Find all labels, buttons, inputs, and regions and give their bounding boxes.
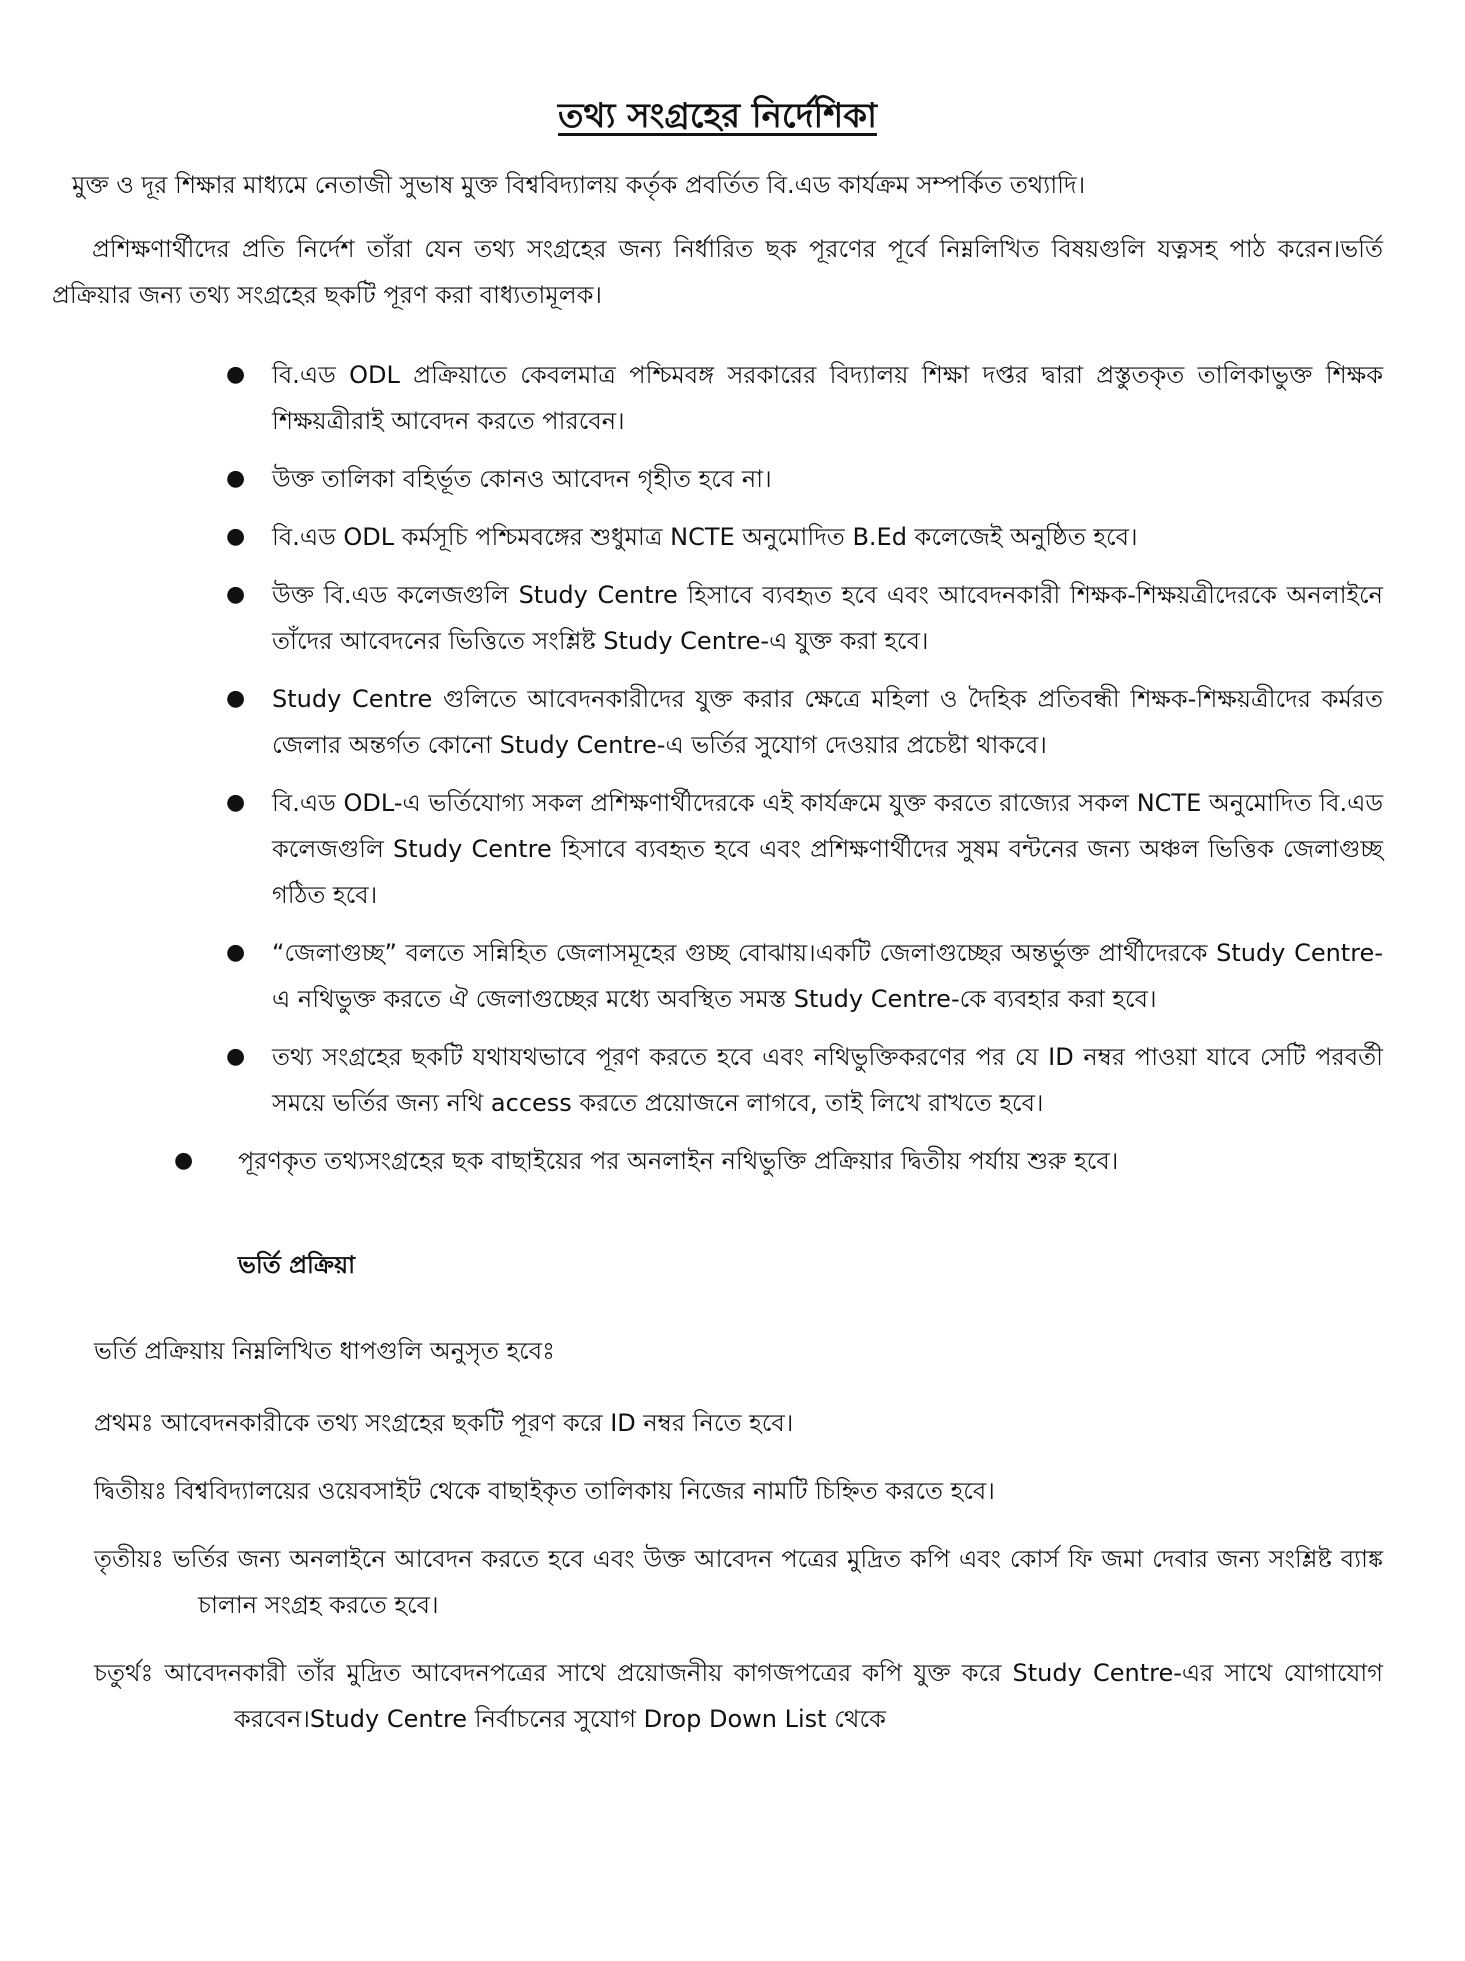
- bullet-icon: ●: [226, 524, 246, 549]
- guideline-list: [52, 352, 1383, 1184]
- bullet-icon: ●: [226, 686, 246, 711]
- intro-paragraph: মুক্ত ও দূর শিক্ষার মাধ্যমে নেতাজী সুভাষ মুক্ত বিশ্ববিদ্যালয় কর্তৃক প্রবর্তিত বি.এড কার্যক্রম সম্পর্কিত তথ্যাদি।: [72, 171, 1086, 199]
- list-item-text: পূরণকৃত তথ্যসংগ্রহের ছক বাছাইয়ের পর অনলাইন নথিভুক্তি প্রক্রিয়ার দ্বিতীয় পর্যায় শুরু হবে।: [238, 1147, 1119, 1175]
- list-item: [52, 514, 1383, 560]
- bullet-icon: ●: [226, 790, 246, 815]
- list-item: [52, 572, 1383, 664]
- step-fourth: চতুর্থঃ আবেদনকারী তাঁর মুদ্রিত আবেদনপত্রের সাথে প্রয়োজনীয় কাগজপত্রের কপি যুক্ত করে Study Centre-এর সাথে যোগাযোগ করবেন।Study Centre নির্বাচনের সুযোগ Drop Down List থেকে: [94, 1659, 1383, 1733]
- list-item-text: “জেলাগুচ্ছ” বলতে সন্নিহিত জেলাসমূহের গুচ্ছ বোঝায়।একটি জেলাগুচ্ছের অন্তর্ভুক্ত প্রার্থীদেরকে Study Centre-এ নথিভুক্ত করতে ঐ জেলাগুচ্ছের মধ্যে অবস্থিত সমস্ত Study Centre-কে ব্যবহার করা হবে।: [272, 939, 1383, 1013]
- admission-heading: ভর্তি প্রক্রিয়া: [238, 1251, 356, 1279]
- document-title: তথ্য সংগ্রহের নির্দেশিকা: [558, 96, 877, 136]
- list-item: [52, 352, 1383, 444]
- list-item: [52, 780, 1383, 918]
- step-first: প্রথমঃ আবেদনকারীকে তথ্য সংগ্রহের ছকটি পূরণ করে ID নম্বর নিতে হবে।: [94, 1409, 794, 1437]
- list-item: [52, 1034, 1383, 1126]
- bullet-icon: ●: [226, 582, 246, 607]
- bullet-icon: ●: [174, 1148, 194, 1173]
- bullet-icon: ●: [226, 466, 246, 491]
- list-item-text: উক্ত বি.এড কলেজগুলি Study Centre হিসাবে ব্যবহৃত হবে এবং আবেদনকারী শিক্ষক-শিক্ষয়ত্রীদেরকে অনলাইনে তাঁদের আবেদনের ভিত্তিতে সংশ্লিষ্ট Study Centre-এ যুক্ত করা হবে।: [272, 581, 1383, 655]
- step-second: দ্বিতীয়ঃ বিশ্ববিদ্যালয়ের ওয়েবসাইট থেকে বাছাইকৃত তালিকায় নিজের নামটি চিহ্নিত করতে হবে।: [94, 1477, 995, 1505]
- bullet-icon: ●: [226, 1044, 246, 1069]
- bullet-icon: ●: [226, 940, 246, 965]
- list-item: [52, 930, 1383, 1022]
- list-item-text: উক্ত তালিকা বহির্ভূত কোনও আবেদন গৃহীত হবে না।: [272, 465, 772, 493]
- list-item-text: বি.এড ODL প্রক্রিয়াতে কেবলমাত্র পশ্চিমবঙ্গ সরকারের বিদ্যালয় শিক্ষা দপ্তর দ্বারা প্রস্তুতকৃত তালিকাভুক্ত শিক্ষক শিক্ষয়ত্রীরাই আবেদন করতে পারবেন।: [272, 361, 1383, 435]
- list-item-text: Study Centre গুলিতে আবেদনকারীদের যুক্ত করার ক্ষেত্রে মহিলা ও দৈহিক প্রতিবন্ধী শিক্ষক-শিক্ষয়ত্রীদের কর্মরত জেলার অন্তর্গত কোনো Study Centre-এ ভর্তির সুযোগ দেওয়ার প্রচেষ্টা থাকবে।: [272, 685, 1383, 759]
- step-third: তৃতীয়ঃ ভর্তির জন্য অনলাইনে আবেদন করতে হবে এবং উক্ত আবেদন পত্রের মুদ্রিত কপি এবং কোর্স ফি জমা দেবার জন্য সংশ্লিষ্ট ব্যাঙ্ক চালান সংগ্রহ করতে হবে।: [94, 1545, 1383, 1619]
- list-item-outer: [52, 1138, 1383, 1184]
- list-item-text: বি.এড ODL কর্মসূচি পশ্চিমবঙ্গের শুধুমাত্র NCTE অনুমোদিত B.Ed কলেজেই অনুষ্ঠিত হবে।: [272, 523, 1138, 551]
- instruction-paragraph: প্রশিক্ষণার্থীদের প্রতি নির্দেশ তাঁরা যেন তথ্য সংগ্রহের জন্য নির্ধারিত ছক পূরণের পূর্বে নিম্নলিখিত বিষয়গুলি যত্নসহ পাঠ করেন।ভর্তি প্রক্রিয়ার জন্য তথ্য সংগ্রহের ছকটি পূরণ করা বাধ্যতামূলক।: [52, 235, 1383, 309]
- list-item-text: তথ্য সংগ্রহের ছকটি যথাযথভাবে পূরণ করতে হবে এবং নথিভুক্তিকরণের পর যে ID নম্বর পাওয়া যাবে সেটি পরবর্তী সময়ে ভর্তির জন্য নথি access করতে প্রয়োজনে লাগবে, তাই লিখে রাখতে হবে।: [272, 1043, 1383, 1117]
- list-item-text: বি.এড ODL-এ ভর্তিযোগ্য সকল প্রশিক্ষণার্থীদেরকে এই কার্যক্রমে যুক্ত করতে রাজ্যের সকল NCTE অনুমোদিত বি.এড কলেজগুলি Study Centre হিসাবে ব্যবহৃত হবে এবং প্রশিক্ষণার্থীদের সুষম বন্টনের জন্য অঞ্চল ভিত্তিক জেলাগুচ্ছ গঠিত হবে।: [272, 789, 1383, 909]
- bullet-icon: ●: [226, 362, 246, 387]
- list-item: [52, 676, 1383, 768]
- steps-lead: ভর্তি প্রক্রিয়ায় নিম্নলিখিত ধাপগুলি অনুসৃত হবেঃ: [94, 1337, 555, 1365]
- list-item: [52, 456, 1383, 502]
